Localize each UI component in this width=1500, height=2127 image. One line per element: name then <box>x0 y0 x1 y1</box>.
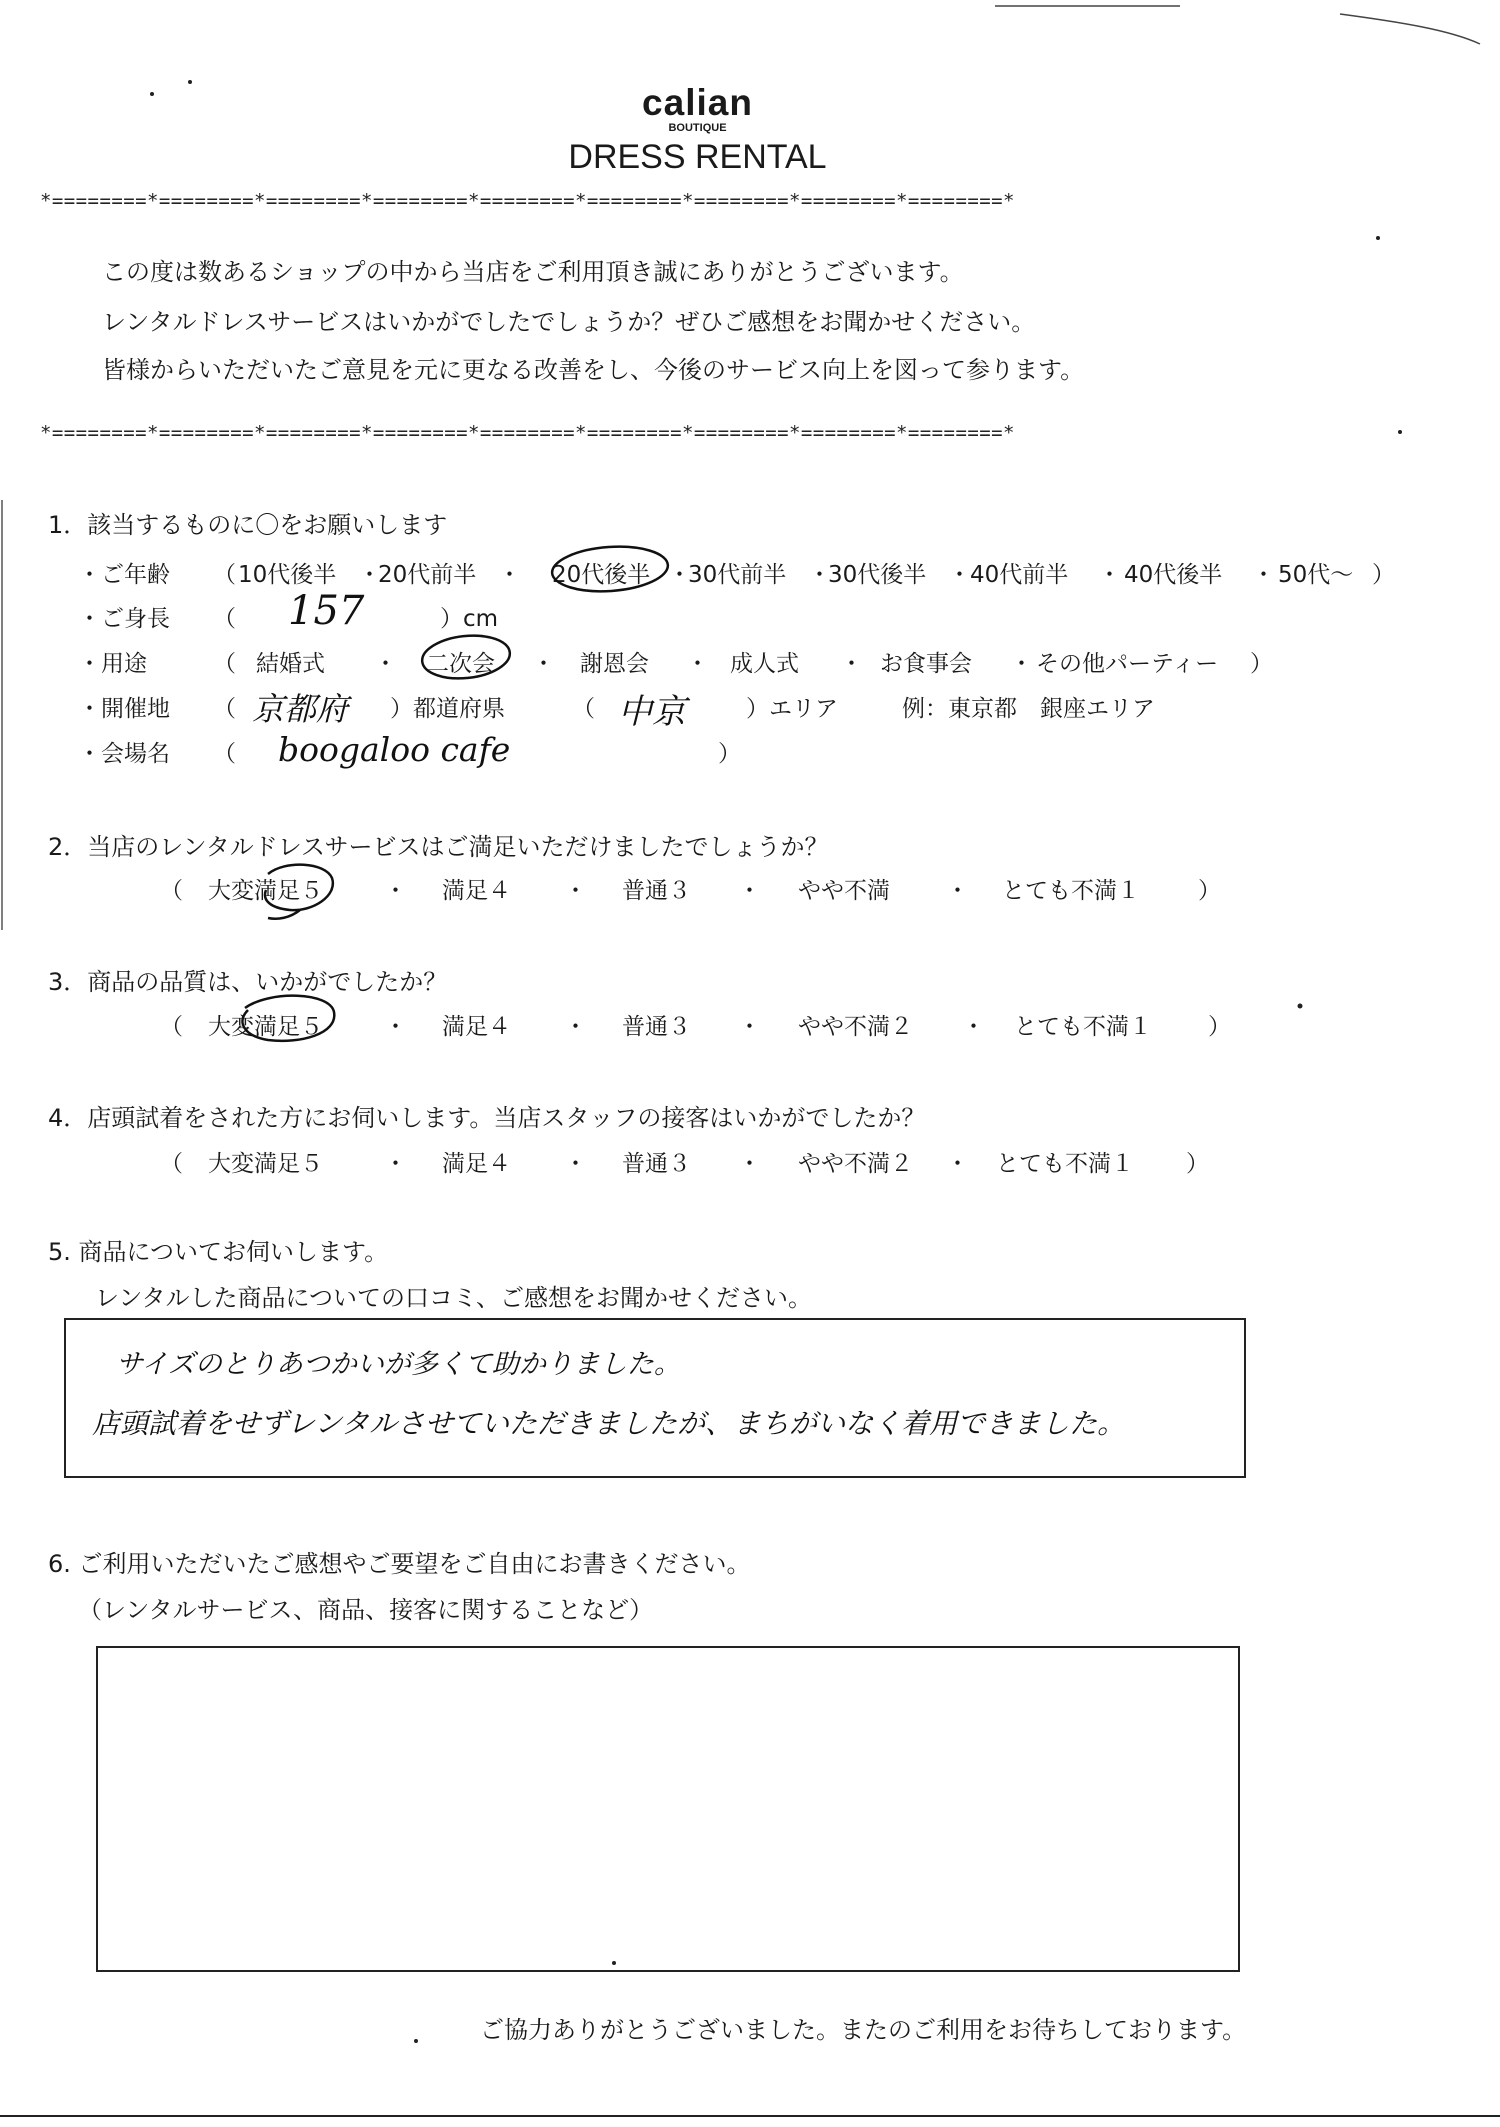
brand-logo: calian <box>642 82 753 123</box>
q3-option-satisfied[interactable]: 満足４ <box>442 1014 511 1040</box>
intro-line-2: レンタルドレスサービスはいかがでしたでしょうか？ぜひご感想をお聞かせください。 <box>102 308 1036 336</box>
q3-option-dissatisfied[interactable]: やや不満２ <box>798 1014 913 1040</box>
q3-dot: ・ <box>738 1014 761 1040</box>
intro-line-1: この度は数あるショップの中から当店をご利用頂き誠にありがとうございます。 <box>102 258 964 286</box>
scan-edge-stroke <box>1340 14 1480 44</box>
venue-close-paren: ） <box>718 741 741 767</box>
purpose-dot: ・ <box>1010 651 1033 677</box>
q2-open-paren: （ <box>160 878 183 904</box>
q3-dot: ・ <box>564 1014 587 1040</box>
q6-subtitle: （レンタルサービス、商品、接客に関することなど） <box>78 1596 654 1624</box>
purpose-option-after-party[interactable]: 二次会 <box>426 651 495 677</box>
purpose-option-coming-of-age[interactable]: 成人式 <box>730 651 799 677</box>
q4-option-satisfied[interactable]: 満足４ <box>442 1151 511 1177</box>
location-example: 例：東京都 銀座エリア <box>902 696 1155 722</box>
height-close-unit: ）cm <box>440 606 499 632</box>
q4-close-paren: ） <box>1186 1151 1209 1177</box>
separator-bottom: *========*========*========*========*========*========*========*========*========* <box>40 422 1015 444</box>
q4-dot: ・ <box>738 1151 761 1177</box>
q2-title: 2．当店のレンタルドレスサービスはご満足いただけましたでしょうか？ <box>48 833 829 861</box>
form-title: DRESS RENTAL <box>568 138 827 176</box>
scan-speck <box>1398 430 1402 434</box>
age-option-40s-early[interactable]: 40代前半 <box>970 562 1069 588</box>
area-suffix: ）エリア <box>746 696 838 722</box>
age-dot: ・ <box>358 562 381 588</box>
age-option-10s-late[interactable]: 10代後半 <box>238 562 337 588</box>
q4-option-very-dissatisfied[interactable]: とても不満１ <box>996 1151 1134 1177</box>
q5-title: 5. 商品についてお伺いします。 <box>48 1238 389 1266</box>
purpose-option-thanks-party[interactable]: 謝恩会 <box>580 651 649 677</box>
q4-option-neutral[interactable]: 普通３ <box>622 1151 691 1177</box>
q4-dot: ・ <box>384 1151 407 1177</box>
q3-open-paren: （ <box>160 1014 183 1040</box>
age-option-20s-late[interactable]: 20代後半 <box>552 562 651 588</box>
scan-speck <box>1298 1004 1303 1009</box>
age-option-50s-plus[interactable]: 50代～ <box>1278 562 1354 588</box>
q6-title: 6. ご利用いただいたご感想やご要望をご自由にお書きください。 <box>48 1550 751 1578</box>
q2-dot: ・ <box>946 878 969 904</box>
q4-open-paren: （ <box>160 1151 183 1177</box>
q5-subtitle: レンタルした商品についての口コミ、ご感想をお聞かせください。 <box>95 1284 812 1312</box>
age-dot: ・ <box>1252 562 1275 588</box>
purpose-dot: ・ <box>374 651 397 677</box>
q4-title: 4．店頭試着をされた方にお伺いします。当店スタッフの接客はいかがでしたか？ <box>48 1104 926 1132</box>
q2-option-dissatisfied[interactable]: やや不満 <box>798 878 890 904</box>
q6-answer-box[interactable] <box>96 1646 1240 1972</box>
q3-option-very-dissatisfied[interactable]: とても不満１ <box>1014 1014 1152 1040</box>
separator-top: *========*========*========*========*========*========*========*========*========* <box>40 190 1015 212</box>
height-handwritten-value[interactable]: 157 <box>288 588 365 634</box>
prefecture-handwritten-value[interactable]: 京都府 <box>252 690 349 728</box>
q2-dot: ・ <box>564 878 587 904</box>
age-open-paren: （ <box>213 562 236 588</box>
q2-dot: ・ <box>384 878 407 904</box>
venue-open-paren: （ <box>213 741 236 767</box>
age-dot: ・ <box>668 562 691 588</box>
purpose-option-wedding[interactable]: 結婚式 <box>256 651 325 677</box>
q3-option-neutral[interactable]: 普通３ <box>622 1014 691 1040</box>
q5-answer-box[interactable] <box>64 1318 1246 1478</box>
q4-option-very-satisfied[interactable]: 大変満足５ <box>208 1151 323 1177</box>
height-label: ・ご身長 <box>78 606 170 632</box>
age-option-40s-late[interactable]: 40代後半 <box>1124 562 1223 588</box>
scan-speck <box>414 2039 418 2043</box>
q2-dot: ・ <box>738 878 761 904</box>
purpose-dot: ・ <box>532 651 555 677</box>
age-dot: ・ <box>808 562 831 588</box>
closing-message: ご協力ありがとうございました。またのご利用をお待ちしております。 <box>480 2016 1247 2044</box>
age-dot: ・ <box>498 562 521 588</box>
prefecture-suffix: ）都道府県 <box>390 696 505 722</box>
q4-dot: ・ <box>946 1151 969 1177</box>
purpose-option-dinner[interactable]: お食事会 <box>880 651 972 677</box>
venue-label: ・会場名 <box>78 741 170 767</box>
q2-option-satisfied[interactable]: 満足４ <box>442 878 511 904</box>
q1-title: 1．該当するものに〇をお願いします <box>48 511 448 539</box>
q3-title: 3．商品の品質は、いかがでしたか？ <box>48 968 448 996</box>
location-label: ・開催地 <box>78 696 170 722</box>
area-handwritten-value[interactable]: 中京 <box>618 692 686 732</box>
purpose-dot: ・ <box>686 651 709 677</box>
intro-line-3: 皆様からいただいたご意見を元に更なる改善をし、今後のサービス向上を図って参ります。 <box>102 356 1085 384</box>
brand-subtitle: BOUTIQUE <box>668 122 727 134</box>
age-dot: ・ <box>948 562 971 588</box>
q5-answer-line-2: 店頭試着をせずレンタルさせていただきましたが、まちがいなく着用できました。 <box>92 1407 1126 1440</box>
age-option-20s-early[interactable]: 20代前半 <box>378 562 477 588</box>
q2-option-very-satisfied[interactable]: 大変満足５ <box>208 878 323 904</box>
q2-close-paren: ） <box>1198 878 1221 904</box>
q4-dot: ・ <box>564 1151 587 1177</box>
q3-dot: ・ <box>384 1014 407 1040</box>
age-label: ・ご年齢 <box>78 562 170 588</box>
q2-option-very-dissatisfied[interactable]: とても不満１ <box>1002 878 1140 904</box>
q3-close-paren: ） <box>1208 1014 1231 1040</box>
purpose-close-paren: ） <box>1250 651 1273 677</box>
purpose-dot: ・ <box>840 651 863 677</box>
q4-option-dissatisfied[interactable]: やや不満２ <box>798 1151 913 1177</box>
venue-handwritten-value[interactable]: boogaloo cafe <box>278 730 511 769</box>
height-open-paren: （ <box>213 606 236 632</box>
scan-speck <box>1376 236 1380 240</box>
age-close-paren: ） <box>1372 562 1395 588</box>
q3-dot: ・ <box>962 1014 985 1040</box>
purpose-option-other-party[interactable]: その他パーティー <box>1036 651 1219 677</box>
age-option-30s-late[interactable]: 30代後半 <box>828 562 927 588</box>
q2-option-neutral[interactable]: 普通３ <box>622 878 691 904</box>
area-open-paren: （ <box>572 696 595 722</box>
purpose-open-paren: （ <box>213 651 236 677</box>
age-dot: ・ <box>1098 562 1121 588</box>
location-open-paren: （ <box>213 696 236 722</box>
q5-answer-line-1: サイズのとりあつかいが多くて助かりました。 <box>116 1349 681 1380</box>
age-option-30s-early[interactable]: 30代前半 <box>688 562 787 588</box>
q3-option-very-satisfied[interactable]: 大変満足５ <box>208 1014 323 1040</box>
purpose-label: ・用途 <box>78 651 147 677</box>
